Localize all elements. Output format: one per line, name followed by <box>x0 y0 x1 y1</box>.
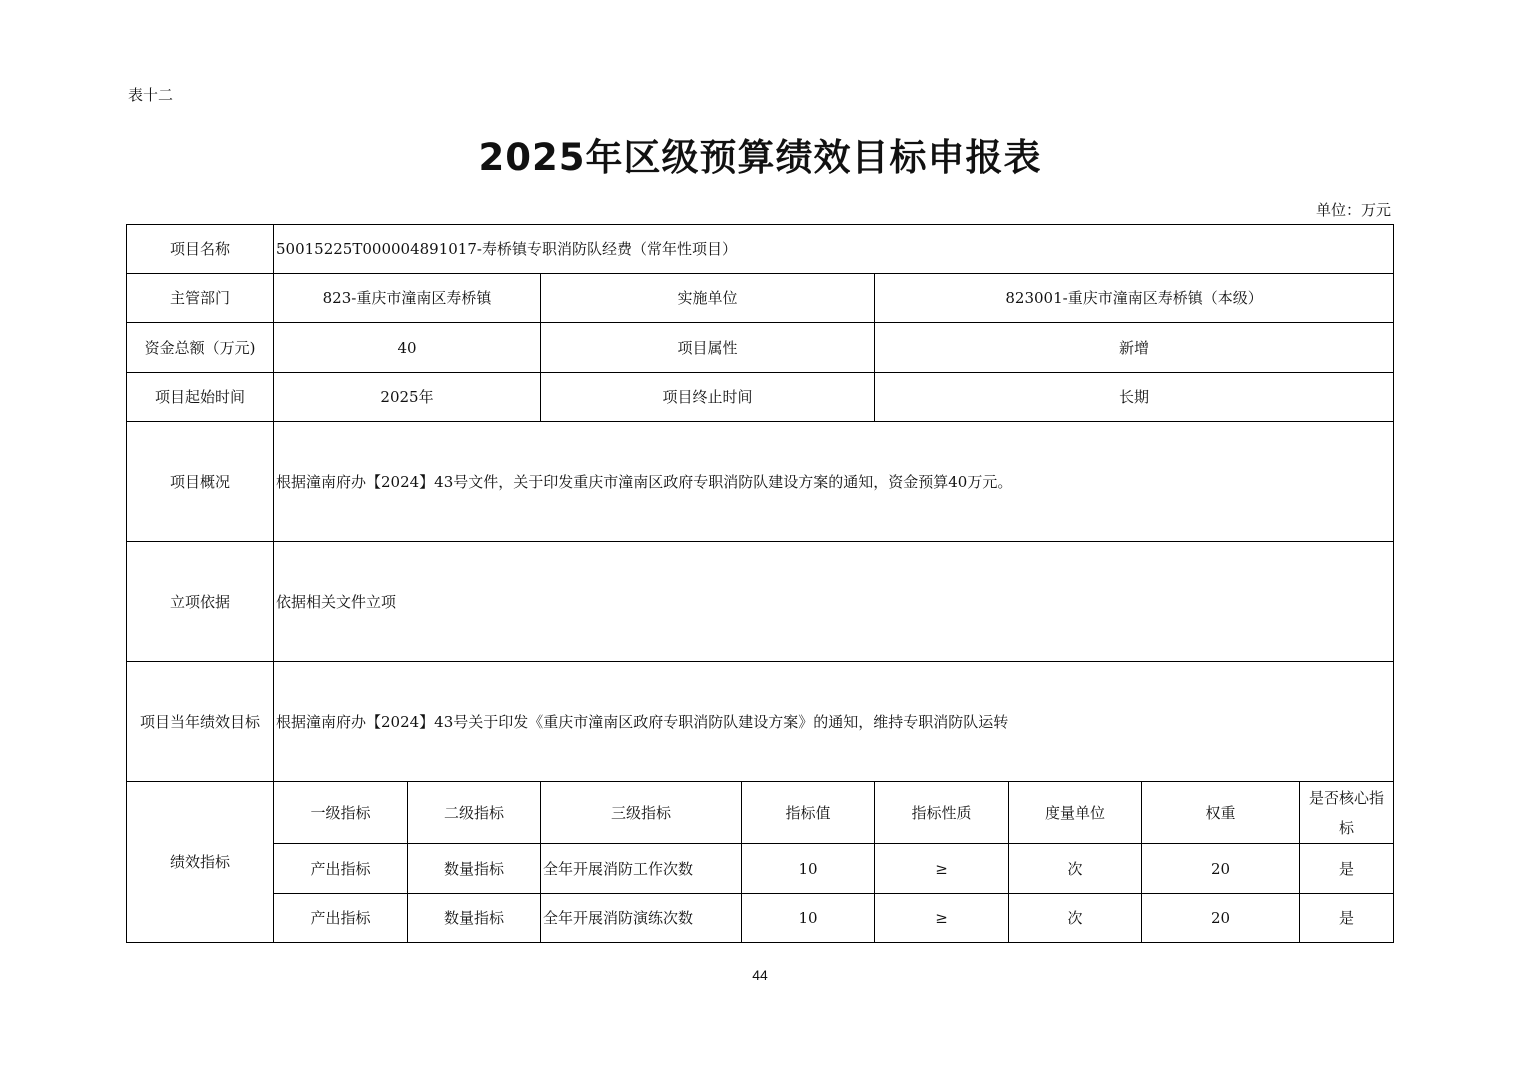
fund-total-value: 40 <box>274 323 541 373</box>
row2-weight: 20 <box>1142 894 1300 943</box>
row2-is-core: 是 <box>1300 894 1394 943</box>
row1-is-core: 是 <box>1300 844 1394 894</box>
header-is-core: 是否核心指标 <box>1300 782 1394 844</box>
overview-value: 根据潼南府办【2024】43号文件，关于印发重庆市潼南区政府专职消防队建设方案的通知，资金预算40万元。 <box>274 422 1394 542</box>
table-label: 表十二 <box>128 86 174 104</box>
row-funds <box>127 323 1394 373</box>
row1-level3: 全年开展消防工作次数 <box>541 844 742 894</box>
performance-target-table <box>126 224 1394 943</box>
start-time-label: 项目起始时间 <box>127 373 274 422</box>
page-title: 2025年区级预算绩效目标申报表 <box>478 136 1042 179</box>
header-level1: 一级指标 <box>274 782 408 844</box>
row1-unit: 次 <box>1009 844 1142 894</box>
implementer-value: 823001-重庆市潼南区寿桥镇（本级） <box>875 274 1394 323</box>
header-level3: 三级指标 <box>541 782 742 844</box>
project-attribute-label: 项目属性 <box>541 323 875 373</box>
goal-label: 项目当年绩效目标 <box>127 662 274 782</box>
page-number: 44 <box>752 967 768 983</box>
indicators-section-label: 绩效指标 <box>127 782 274 943</box>
header-indicator-nature: 指标性质 <box>875 782 1009 844</box>
header-weight: 权重 <box>1142 782 1300 844</box>
goal-value: 根据潼南府办【2024】43号关于印发《重庆市潼南区政府专职消防队建设方案》的通知，维持专职消防队运转 <box>274 662 1394 782</box>
row2-value: 10 <box>742 894 875 943</box>
header-unit: 度量单位 <box>1009 782 1142 844</box>
row1-weight: 20 <box>1142 844 1300 894</box>
row2-level1: 产出指标 <box>274 894 408 943</box>
unit-note: 单位：万元 <box>1315 201 1391 219</box>
project-name-label: 项目名称 <box>127 225 274 274</box>
row1-level1: 产出指标 <box>274 844 408 894</box>
row-goal <box>127 662 1394 782</box>
project-name-value: 50015225T000004891017-寿桥镇专职消防队经费（常年性项目） <box>274 225 1394 274</box>
overview-label: 项目概况 <box>127 422 274 542</box>
end-time-value: 长期 <box>875 373 1394 422</box>
fund-total-label: 资金总额（万元) <box>127 323 274 373</box>
department-label: 主管部门 <box>127 274 274 323</box>
indicator-row <box>127 844 1394 894</box>
indicator-header-row <box>127 782 1394 844</box>
basis-label: 立项依据 <box>127 542 274 662</box>
indicator-row <box>127 894 1394 943</box>
row-period <box>127 373 1394 422</box>
row-department <box>127 274 1394 323</box>
row1-value: 10 <box>742 844 875 894</box>
project-attribute-value: 新增 <box>875 323 1394 373</box>
row-project-name <box>127 225 1394 274</box>
row2-level2: 数量指标 <box>408 894 541 943</box>
row2-unit: 次 <box>1009 894 1142 943</box>
row2-level3: 全年开展消防演练次数 <box>541 894 742 943</box>
row-basis <box>127 542 1394 662</box>
header-indicator-value: 指标值 <box>742 782 875 844</box>
row2-nature: ≥ <box>875 894 1009 943</box>
end-time-label: 项目终止时间 <box>541 373 875 422</box>
row-overview <box>127 422 1394 542</box>
row1-nature: ≥ <box>875 844 1009 894</box>
row1-level2: 数量指标 <box>408 844 541 894</box>
department-value: 823-重庆市潼南区寿桥镇 <box>274 274 541 323</box>
basis-value: 依据相关文件立项 <box>274 542 1394 662</box>
start-time-value: 2025年 <box>274 373 541 422</box>
header-level2: 二级指标 <box>408 782 541 844</box>
implementer-label: 实施单位 <box>541 274 875 323</box>
